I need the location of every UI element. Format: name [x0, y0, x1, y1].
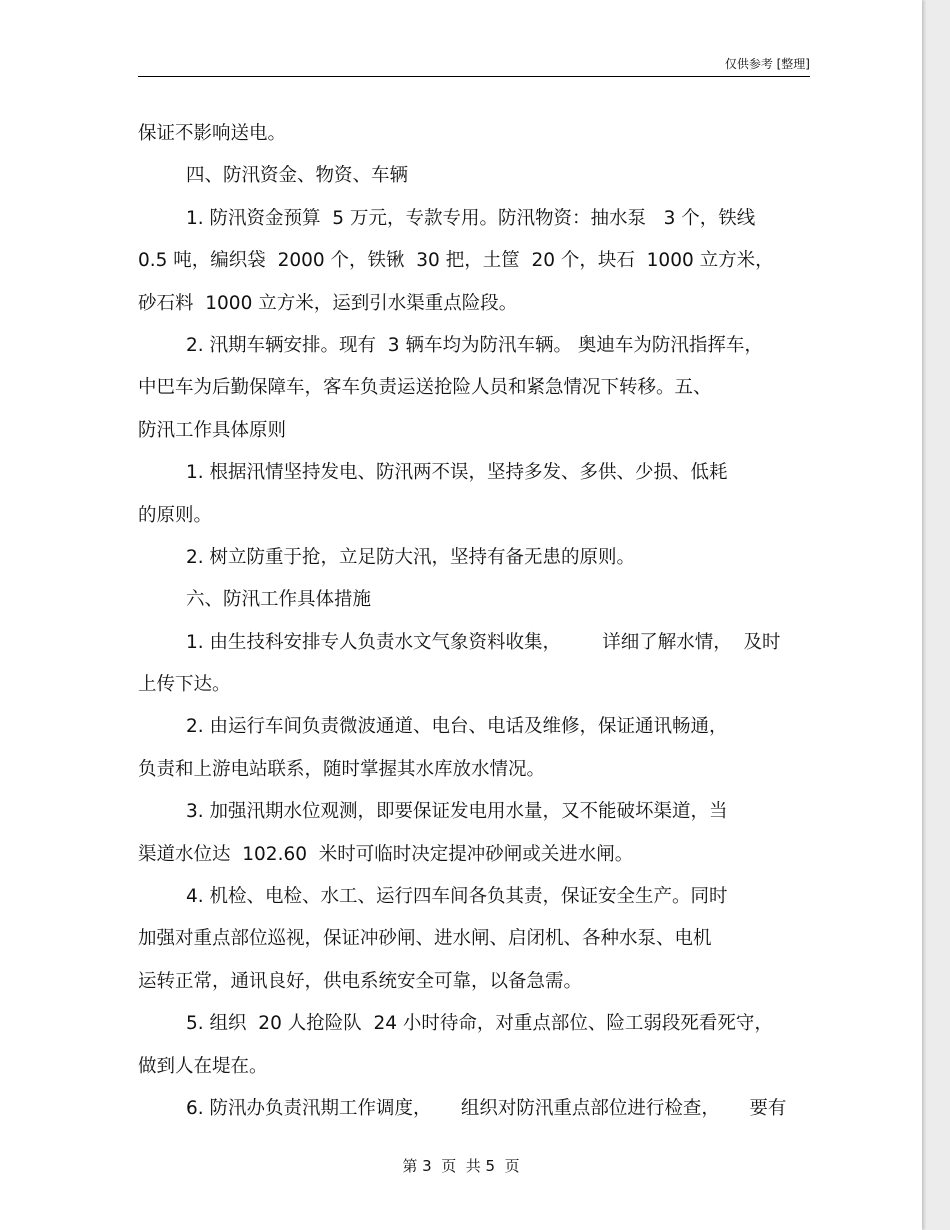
text-line: 的原则。: [138, 504, 213, 526]
section-heading: 四、防汛资金、物资、车辆: [186, 165, 409, 187]
text-line: 负责和上游电站联系，随时掌握其水库放水情况。: [138, 758, 546, 780]
text-line: 1. 防汛资金预算 5 万元，专款专用。防汛物资：抽水泵 3 个，铁线: [186, 207, 756, 229]
header-text: 仅供参考 [整理]: [724, 57, 810, 71]
text-line: 1. 由生技科安排专人负责水文气象资料收集， 详细了解水情， 及时: [186, 631, 781, 653]
text-line: 防汛工作具体原则: [138, 419, 287, 441]
text-line: 加强对重点部位巡视，保证冲砂闸、进水闸、启闭机、各种水泵、电机: [138, 928, 712, 950]
section-heading: 六、防汛工作具体措施: [186, 589, 372, 611]
text-line: 渠道水位达 102.60 米时可临时决定提冲砂闸或关进水闸。: [138, 843, 634, 865]
text-line: 保证不影响送电。: [138, 123, 287, 144]
text-line: 3. 加强汛期水位观测，即要保证发电用水量，又不能破坏渠道，当: [186, 801, 728, 823]
text-line: 砂石料 1000 立方米，运到引水渠重点险段。: [138, 292, 518, 314]
page-number-footer: 第 3 页 共 5 页: [402, 1157, 520, 1175]
text-line: 运转正常，通讯良好，供电系统安全可靠，以备急需。: [138, 970, 583, 992]
text-line: 2. 树立防重于抢，立足防大汛，坚持有备无患的原则。: [186, 546, 636, 568]
document-body: [138, 113, 818, 1130]
text-line: 4. 机检、电检、水工、运行四车间各负其责，保证安全生产。同时: [186, 886, 728, 908]
text-line: 上传下达。: [138, 674, 231, 696]
text-line: 1. 根据汛情坚持发电、防汛两不误，坚持多发、多供、少损、低耗: [186, 462, 728, 484]
text-line: 5. 组织 20 人抢险队 24 小时待命，对重点部位、险工弱段死看死守，: [186, 1013, 773, 1035]
text-line: 中巴车为后勤保障车，客车负责运送抢险人员和紧急情况下转移。五、: [138, 377, 712, 399]
text-line: 做到人在堤在。: [138, 1055, 268, 1077]
text-line: 2. 由运行车间负责微波通道、电台、电话及维修，保证通讯畅通，: [186, 716, 728, 738]
text-line: 2. 汛期车辆安排。现有 3 辆车均为防汛车辆。 奥迪车为防汛指挥车，: [186, 334, 763, 356]
page-header: [138, 56, 810, 77]
text-line: 0.5 吨，编织袋 2000 个，铁锹 30 把，土筐 20 个，块石 1000 立方米，: [138, 250, 774, 272]
text-line: 6. 防汛办负责汛期工作调度， 组织对防汛重点部位进行检查， 要有: [186, 1097, 787, 1119]
